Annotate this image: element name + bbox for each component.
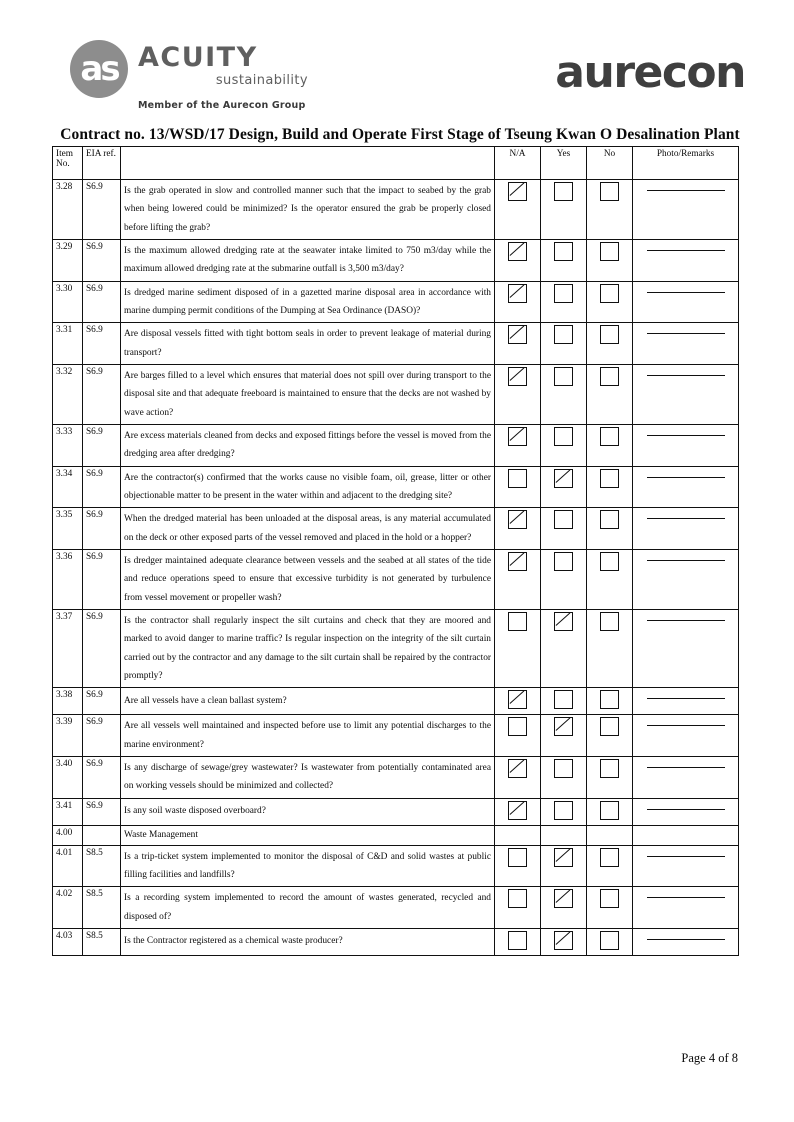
header-eia: EIA ref. xyxy=(83,147,121,180)
row-item-no: 3.31 xyxy=(53,323,83,365)
remarks-cell[interactable] xyxy=(633,609,739,687)
row-item-no: 3.34 xyxy=(53,466,83,508)
checkbox-icon[interactable] xyxy=(600,182,619,201)
remarks-write-line[interactable] xyxy=(647,801,725,810)
row-item-no: 4.03 xyxy=(53,928,83,955)
checkbox-icon[interactable] xyxy=(554,510,573,529)
table-body xyxy=(53,180,739,956)
row-eia-ref: S8.5 xyxy=(83,928,121,955)
table-row xyxy=(53,756,739,798)
checkbox-cell-na[interactable] xyxy=(495,424,541,466)
table-row xyxy=(53,180,739,240)
checkbox-icon[interactable] xyxy=(600,690,619,709)
header-item xyxy=(53,147,83,180)
page-header xyxy=(55,38,745,116)
row-item-no: 3.28 xyxy=(53,180,83,240)
checkbox-cell-yes[interactable] xyxy=(541,466,587,508)
checkbox-icon[interactable] xyxy=(600,801,619,820)
remarks-cell[interactable] xyxy=(633,364,739,424)
checkbox-checked-icon[interactable] xyxy=(508,427,527,446)
row-question: Are all vessels have a clean ballast system? xyxy=(121,688,495,715)
checkbox-cell-yes[interactable] xyxy=(541,180,587,240)
checkbox-icon[interactable] xyxy=(600,325,619,344)
checkbox-cell-na[interactable] xyxy=(495,508,541,550)
checkbox-icon[interactable] xyxy=(508,931,527,950)
checkbox-cell-no[interactable] xyxy=(587,688,633,715)
checkbox-icon[interactable] xyxy=(554,427,573,446)
checkbox-cell-na[interactable] xyxy=(495,756,541,798)
checkbox-icon[interactable] xyxy=(600,469,619,488)
checkbox-cell-yes[interactable] xyxy=(541,508,587,550)
aurecon-logo: aurecon xyxy=(555,47,745,98)
remarks-write-line[interactable] xyxy=(647,284,725,293)
checkbox-cell-yes[interactable] xyxy=(541,688,587,715)
row-item-no: 3.32 xyxy=(53,364,83,424)
checkbox-cell-na[interactable] xyxy=(495,887,541,929)
table-row xyxy=(53,508,739,550)
checkbox-cell-yes[interactable] xyxy=(541,239,587,281)
checkbox-cell-no[interactable] xyxy=(587,756,633,798)
checkbox-checked-icon[interactable] xyxy=(508,759,527,778)
remarks-write-line[interactable] xyxy=(647,848,725,857)
checkbox-cell-no[interactable] xyxy=(587,424,633,466)
table-row xyxy=(53,887,739,929)
row-item-no: 3.39 xyxy=(53,715,83,757)
checkbox-icon[interactable] xyxy=(600,510,619,529)
row-question: Are disposal vessels fitted with tight bottom seals in order to prevent leakage of material during transport? xyxy=(121,323,495,365)
remarks-write-line[interactable] xyxy=(647,427,725,436)
row-eia-ref: S6.9 xyxy=(83,508,121,550)
checkbox-cell-no[interactable] xyxy=(587,323,633,365)
checkbox-cell-no[interactable] xyxy=(587,364,633,424)
remarks-cell[interactable] xyxy=(633,887,739,929)
checkbox-checked-icon[interactable] xyxy=(554,889,573,908)
remarks-write-line[interactable] xyxy=(647,759,725,768)
acuity-member-note: Member of the Aurecon Group xyxy=(138,100,306,111)
row-eia-ref: S6.9 xyxy=(83,756,121,798)
remarks-cell[interactable] xyxy=(633,688,739,715)
checkbox-cell-no[interactable] xyxy=(587,609,633,687)
remarks-write-line[interactable] xyxy=(647,717,725,726)
row-item-no: 3.40 xyxy=(53,756,83,798)
checkbox-icon[interactable] xyxy=(508,848,527,867)
checkbox-checked-icon[interactable] xyxy=(508,325,527,344)
remarks-cell[interactable] xyxy=(633,715,739,757)
checkbox-cell-yes[interactable] xyxy=(541,715,587,757)
row-eia-ref: S8.5 xyxy=(83,845,121,887)
table-row xyxy=(53,688,739,715)
checkbox-icon[interactable] xyxy=(600,552,619,571)
checkbox-icon[interactable] xyxy=(554,801,573,820)
checkbox-icon[interactable] xyxy=(600,889,619,908)
row-eia-ref: S6.9 xyxy=(83,239,121,281)
checkbox-cell-yes[interactable] xyxy=(541,798,587,825)
row-question: Are the contractor(s) confirmed that the works cause no visible foam, oil, grease, litter or other objectionable matter to be present in the water within and adjacent to the dredging site? xyxy=(121,466,495,508)
checkbox-icon[interactable] xyxy=(554,759,573,778)
checkbox-icon[interactable] xyxy=(600,612,619,631)
row-item-no: 3.33 xyxy=(53,424,83,466)
row-question: Waste Management xyxy=(121,825,495,845)
row-question: Is the grab operated in slow and controlled manner such that the impact to seabed by the grab when being lowered could be minimized? Is the operator ensured the grab be properly closed before lifting the grab? xyxy=(121,180,495,240)
table-row xyxy=(53,424,739,466)
remarks-cell[interactable] xyxy=(633,549,739,609)
remarks-write-line[interactable] xyxy=(647,612,725,621)
checkbox-icon[interactable] xyxy=(600,427,619,446)
row-question: Is dredged marine sediment disposed of in a gazetted marine disposal area in accordance with marine dumping permit conditions of the Dumping at Sea Ordinance (DASO)? xyxy=(121,281,495,323)
remarks-write-line[interactable] xyxy=(647,469,725,478)
header-no: No xyxy=(587,147,633,180)
checkbox-cell-na[interactable] xyxy=(495,609,541,687)
checkbox-cell-yes[interactable] xyxy=(541,609,587,687)
checkbox-cell-no[interactable] xyxy=(587,508,633,550)
acuity-title: ACUITY xyxy=(138,42,258,73)
checkbox-cell-no[interactable] xyxy=(587,281,633,323)
checkbox-checked-icon[interactable] xyxy=(554,717,573,736)
row-eia-ref: S8.5 xyxy=(83,887,121,929)
checkbox-icon[interactable] xyxy=(554,325,573,344)
table-row xyxy=(53,928,739,955)
checkbox-cell-no[interactable] xyxy=(587,845,633,887)
checkbox-cell-yes[interactable] xyxy=(541,928,587,955)
remarks-write-line[interactable] xyxy=(647,690,725,699)
row-question: Is dredger maintained adequate clearance between vessels and the seabed at all states of the tide and reduce operations speed to ensure that excessive turbidity is not generated by turbulence from vessel movement or propeller wash? xyxy=(121,549,495,609)
row-item-no: 3.29 xyxy=(53,239,83,281)
row-item-no: 4.01 xyxy=(53,845,83,887)
row-question: Is a recording system implemented to record the amount of wastes generated, recycled and disposed of? xyxy=(121,887,495,929)
remarks-cell[interactable] xyxy=(633,239,739,281)
checkbox-checked-icon[interactable] xyxy=(554,931,573,950)
checkbox-icon[interactable] xyxy=(600,242,619,261)
checkbox-cell-yes[interactable] xyxy=(541,281,587,323)
row-question: Are barges filled to a level which ensures that material does not spill over during transport to the disposal site and that adequate freeboard is maintained to ensure that the decks are not washed by wave action? xyxy=(121,364,495,424)
header-question xyxy=(121,147,495,180)
checkbox-cell-na[interactable] xyxy=(495,466,541,508)
row-question: Is the contractor shall regularly inspect the silt curtains and check that they are moored and marked to avoid danger to marine traffic? Is regular inspection on the integrity of the silt curtain carried out by the contractor and any damage to the silt curtain shall be repaired by the contractor promptly? xyxy=(121,609,495,687)
table-row xyxy=(53,239,739,281)
row-eia-ref: S6.9 xyxy=(83,364,121,424)
checkbox-checked-icon[interactable] xyxy=(508,801,527,820)
table-row xyxy=(53,466,739,508)
checkbox-icon[interactable] xyxy=(600,367,619,386)
checkbox-cell-no[interactable] xyxy=(587,825,633,845)
checkbox-icon[interactable] xyxy=(554,182,573,201)
acuity-subtitle: sustainability xyxy=(215,73,308,88)
checkbox-cell-na[interactable] xyxy=(495,928,541,955)
header-yes: Yes xyxy=(541,147,587,180)
remarks-cell[interactable] xyxy=(633,281,739,323)
checkbox-cell-no[interactable] xyxy=(587,715,633,757)
row-eia-ref: S6.9 xyxy=(83,688,121,715)
checkbox-cell-no[interactable] xyxy=(587,549,633,609)
checkbox-cell-no[interactable] xyxy=(587,466,633,508)
header-remarks: Photo/Remarks xyxy=(633,147,739,180)
acuity-logo xyxy=(70,38,370,116)
checkbox-checked-icon[interactable] xyxy=(508,367,527,386)
checkbox-icon[interactable] xyxy=(508,469,527,488)
checkbox-cell-na[interactable] xyxy=(495,845,541,887)
table-row xyxy=(53,715,739,757)
checkbox-checked-icon[interactable] xyxy=(508,690,527,709)
row-question: Is the maximum allowed dredging rate at the seawater intake limited to 750 m3/day while the maximum allowed dredging rate at the submarine outfall is 3,500 m3/day? xyxy=(121,239,495,281)
checkbox-cell-na[interactable] xyxy=(495,239,541,281)
checkbox-icon[interactable] xyxy=(554,284,573,303)
checkbox-cell-na[interactable] xyxy=(495,825,541,845)
remarks-write-line[interactable] xyxy=(647,325,725,334)
remarks-cell[interactable] xyxy=(633,825,739,845)
acuity-mark-icon: as xyxy=(70,40,128,98)
checkbox-checked-icon[interactable] xyxy=(508,182,527,201)
checkbox-cell-yes[interactable] xyxy=(541,323,587,365)
checkbox-cell-na[interactable] xyxy=(495,549,541,609)
remarks-cell[interactable] xyxy=(633,508,739,550)
remarks-cell[interactable] xyxy=(633,798,739,825)
checkbox-icon[interactable] xyxy=(554,242,573,261)
checkbox-icon[interactable] xyxy=(600,717,619,736)
header-na: N/A xyxy=(495,147,541,180)
row-item-no: 3.38 xyxy=(53,688,83,715)
checkbox-cell-no[interactable] xyxy=(587,928,633,955)
checkbox-cell-yes[interactable] xyxy=(541,549,587,609)
checkbox-icon[interactable] xyxy=(600,848,619,867)
checkbox-checked-icon[interactable] xyxy=(554,469,573,488)
checkbox-icon[interactable] xyxy=(508,889,527,908)
row-question: When the dredged material has been unloaded at the disposal areas, is any material accumulated on the deck or other exposed parts of the vessel removed and placed in the hold or a hopper? xyxy=(121,508,495,550)
checkbox-icon[interactable] xyxy=(508,612,527,631)
checkbox-cell-no[interactable] xyxy=(587,798,633,825)
table-row xyxy=(53,323,739,365)
row-eia-ref xyxy=(83,825,121,845)
table-row xyxy=(53,609,739,687)
checkbox-cell-no[interactable] xyxy=(587,180,633,240)
checkbox-icon[interactable] xyxy=(554,552,573,571)
table-row xyxy=(53,845,739,887)
row-item-no: 3.35 xyxy=(53,508,83,550)
checkbox-icon[interactable] xyxy=(554,690,573,709)
row-eia-ref: S6.9 xyxy=(83,609,121,687)
remarks-cell[interactable] xyxy=(633,845,739,887)
remarks-cell[interactable] xyxy=(633,466,739,508)
acuity-wordmark xyxy=(138,44,308,88)
checkbox-icon[interactable] xyxy=(600,931,619,950)
row-question: Are excess materials cleaned from decks and exposed fittings before the vessel is moved from the dredging area after dredging? xyxy=(121,424,495,466)
checkbox-cell-na[interactable] xyxy=(495,323,541,365)
checkbox-cell-yes[interactable] xyxy=(541,424,587,466)
remarks-write-line[interactable] xyxy=(647,552,725,561)
checkbox-icon[interactable] xyxy=(600,284,619,303)
row-item-no: 3.37 xyxy=(53,609,83,687)
checkbox-cell-yes[interactable] xyxy=(541,845,587,887)
remarks-write-line[interactable] xyxy=(647,182,725,191)
checkbox-checked-icon[interactable] xyxy=(508,284,527,303)
table-row xyxy=(53,549,739,609)
checkbox-cell-na[interactable] xyxy=(495,715,541,757)
checkbox-icon[interactable] xyxy=(600,759,619,778)
checkbox-cell-yes[interactable] xyxy=(541,364,587,424)
checkbox-icon[interactable] xyxy=(508,717,527,736)
table-row xyxy=(53,281,739,323)
row-eia-ref: S6.9 xyxy=(83,424,121,466)
table-row xyxy=(53,798,739,825)
remarks-cell[interactable] xyxy=(633,928,739,955)
row-eia-ref: S6.9 xyxy=(83,281,121,323)
row-eia-ref: S6.9 xyxy=(83,466,121,508)
checkbox-checked-icon[interactable] xyxy=(508,510,527,529)
row-question: Are all vessels well maintained and inspected before use to limit any potential discharges to the marine environment? xyxy=(121,715,495,757)
row-question: Is any soil waste disposed overboard? xyxy=(121,798,495,825)
remarks-write-line[interactable] xyxy=(647,889,725,898)
table-header xyxy=(53,147,739,180)
row-question: Is any discharge of sewage/grey wastewater? Is wastewater from potentially contaminated area on working vessels should be minimized and collected? xyxy=(121,756,495,798)
remarks-cell[interactable] xyxy=(633,180,739,240)
checkbox-cell-no[interactable] xyxy=(587,887,633,929)
checkbox-cell-na[interactable] xyxy=(495,364,541,424)
row-item-no: 3.36 xyxy=(53,549,83,609)
remarks-cell[interactable] xyxy=(633,323,739,365)
row-item-no: 4.02 xyxy=(53,887,83,929)
checklist-table xyxy=(52,146,739,956)
row-question: Is the Contractor registered as a chemical waste producer? xyxy=(121,928,495,955)
row-question: Is a trip-ticket system implemented to monitor the disposal of C&D and solid wastes at public filling facilities and landfills? xyxy=(121,845,495,887)
row-eia-ref: S6.9 xyxy=(83,323,121,365)
table-row xyxy=(53,825,739,845)
checkbox-cell-yes[interactable] xyxy=(541,756,587,798)
checkbox-cell-no[interactable] xyxy=(587,239,633,281)
checkbox-cell-na[interactable] xyxy=(495,688,541,715)
page-title: Contract no. 13/WSD/17 Design, Build and Operate First Stage of Tseung Kwan O Desalination Plant xyxy=(60,126,740,143)
checkbox-cell-na[interactable] xyxy=(495,798,541,825)
remarks-write-line[interactable] xyxy=(647,931,725,940)
checkbox-checked-icon[interactable] xyxy=(554,848,573,867)
checkbox-cell-yes[interactable] xyxy=(541,887,587,929)
page-footer: Page 4 of 8 xyxy=(681,1051,738,1065)
table-row xyxy=(53,364,739,424)
row-eia-ref: S6.9 xyxy=(83,798,121,825)
row-item-no: 4.00 xyxy=(53,825,83,845)
checkbox-checked-icon[interactable] xyxy=(508,242,527,261)
remarks-cell[interactable] xyxy=(633,756,739,798)
checkbox-checked-icon[interactable] xyxy=(554,612,573,631)
checkbox-cell-na[interactable] xyxy=(495,180,541,240)
header-item-line1: Item xyxy=(56,149,74,159)
row-eia-ref: S6.9 xyxy=(83,715,121,757)
checkbox-cell-na[interactable] xyxy=(495,281,541,323)
checkbox-checked-icon[interactable] xyxy=(508,552,527,571)
remarks-write-line[interactable] xyxy=(647,510,725,519)
header-item-line2: No. xyxy=(56,159,70,169)
row-item-no: 3.41 xyxy=(53,798,83,825)
remarks-write-line[interactable] xyxy=(647,242,725,251)
remarks-cell[interactable] xyxy=(633,424,739,466)
checkbox-cell-yes[interactable] xyxy=(541,825,587,845)
remarks-write-line[interactable] xyxy=(647,367,725,376)
row-eia-ref: S6.9 xyxy=(83,180,121,240)
checkbox-icon[interactable] xyxy=(554,367,573,386)
row-item-no: 3.30 xyxy=(53,281,83,323)
row-eia-ref: S6.9 xyxy=(83,549,121,609)
